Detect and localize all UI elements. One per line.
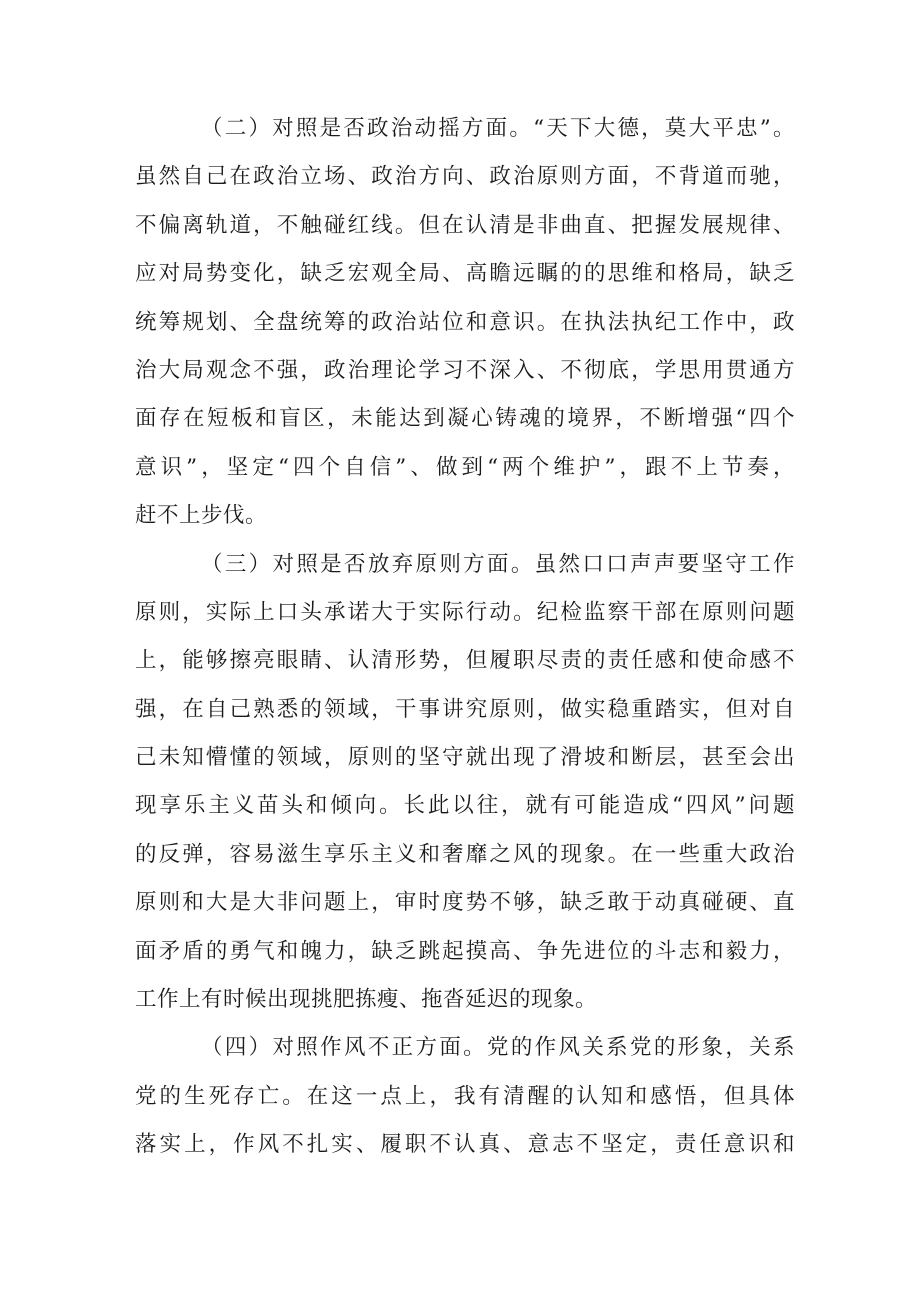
text-line: 统筹规划、全盘统筹的政治站位和意识。在执法执纪工作中，政 xyxy=(135,309,795,335)
text-line: 的反弹，容易滋生享乐主义和奢靡之风的现象。在一些重大政治 xyxy=(135,841,795,867)
text-line: 强，在自己熟悉的领域，干事讲究原则，做实稳重踏实，但对自 xyxy=(135,696,795,722)
text-line: 赶不上步伐。 xyxy=(135,503,268,529)
text-line: （四）对照作风不正方面。党的作风关系党的形象，关系 xyxy=(201,1035,795,1061)
text-line: 原则，实际上口头承诺大于实际行动。纪检监察干部在原则问题 xyxy=(135,599,795,625)
text-line: 己未知懵懂的领域，原则的坚守就出现了滑坡和断层，甚至会出 xyxy=(135,745,795,771)
text-line: 虽然自己在政治立场、政治方向、政治原则方面，不背道而驰， xyxy=(135,164,795,190)
text-line: 工作上有时候出现挑肥拣瘦、拖沓延迟的现象。 xyxy=(135,987,598,1013)
text-line: 意识”，坚定“四个自信”、做到“两个维护”，跟不上节奏， xyxy=(135,454,795,480)
text-line: 上，能够擦亮眼睛、认清形势，但履职尽责的责任感和使命感不 xyxy=(135,648,795,674)
text-line: 现享乐主义苗头和倾向。长此以往，就有可能造成“四风”问题 xyxy=(135,793,795,819)
text-line: （三）对照是否放弃原则方面。虽然口口声声要坚守工作 xyxy=(201,551,795,577)
text-line: 治大局观念不强，政治理论学习不深入、不彻底，学思用贯通方 xyxy=(135,357,795,383)
text-line: 党的生死存亡。在这一点上，我有清醒的认知和感悟，但具体 xyxy=(135,1083,795,1109)
text-line: 面矛盾的勇气和魄力，缺乏跳起摸高、争先进位的斗志和毅力， xyxy=(135,938,795,964)
text-line: 落实上，作风不扎实、履职不认真、意志不坚定，责任意识和 xyxy=(135,1132,795,1158)
text-line: 原则和大是大非问题上，审时度势不够，缺乏敢于动真碰硬、直 xyxy=(135,890,795,916)
body-text xyxy=(135,105,795,1170)
text-line: 应对局势变化，缺乏宏观全局、高瞻远瞩的的思维和格局，缺乏 xyxy=(135,261,795,287)
text-line: （二）对照是否政治动摇方面。“天下大德，莫大平忠”。 xyxy=(201,116,795,141)
text-line: 面存在短板和盲区，未能达到凝心铸魂的境界，不断增强“四个 xyxy=(135,406,795,432)
text-line: 不偏离轨道，不触碰红线。但在认清是非曲直、把握发展规律、 xyxy=(135,212,795,238)
